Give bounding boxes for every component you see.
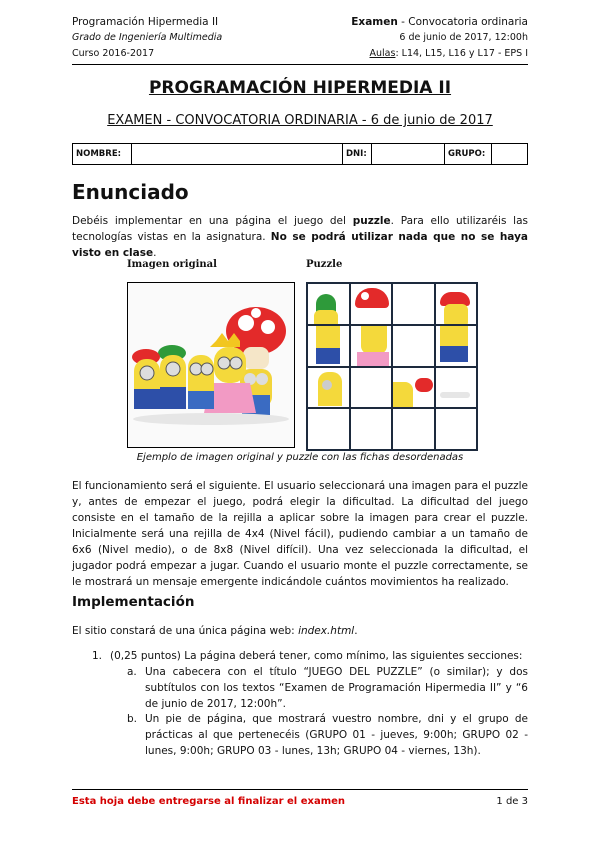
page-subtitle: EXAMEN - CONVOCATORIA ORDINARIA - 6 de junio de 2017 bbox=[107, 113, 493, 128]
name-label: NOMBRE: bbox=[73, 144, 132, 165]
puzzle-tile bbox=[393, 326, 434, 366]
implementation-intro bbox=[72, 623, 528, 639]
puzzle-tile bbox=[351, 284, 392, 324]
intro-paragraph bbox=[72, 213, 528, 261]
intro-text-2: . Para ello utilizaréis las tecnologías vistas en la asignatura. bbox=[72, 215, 529, 243]
rooms-label: Aulas bbox=[369, 48, 396, 59]
impl-intro-end: . bbox=[354, 625, 358, 637]
page-number: 1 de 3 bbox=[496, 796, 528, 807]
course-name: Programación Hipermedia II bbox=[72, 16, 219, 28]
item-1-text: (0,25 puntos) La página deberá tener, como mínimo, las siguientes secciones: bbox=[110, 650, 523, 662]
footer-divider bbox=[72, 789, 528, 790]
exam-datetime: 6 de junio de 2017, 12:00h bbox=[399, 32, 528, 43]
puzzle-tile bbox=[436, 368, 477, 408]
intro-restriction: No se podrá utilizar nada que no se haya visto en clase bbox=[72, 231, 528, 259]
figure-label-puzzle: Puzzle bbox=[306, 259, 343, 270]
dni-field[interactable] bbox=[372, 144, 445, 165]
puzzle-tile bbox=[436, 284, 477, 324]
puzzle-tile bbox=[351, 368, 392, 408]
group-field[interactable] bbox=[492, 144, 528, 165]
description-paragraph: El funcionamiento será el siguiente. El usuario seleccionará una imagen para el puzzle y, antes de empezar el juego, podrá elegir la dificultad. La dificultad del juego consiste en el tamaño de la rejilla a aplicar sobre la imagen para crear el puzzle. Inicialmente será una rejilla de 4x4 (Nivel fácil), pudiendo cambiar a un tamaño de 6x6 (Nivel medio), o de 8x8 (Nivel difícil). Una vez seleccionada la dificultad, el jugador podrá empezar a jugar. Cuando el usuario monte el puzzle correctamente, se le mostrará un mensaje emergente indicándole cuántos movimientos ha realizado. bbox=[72, 480, 528, 588]
puzzle-tile bbox=[308, 409, 349, 449]
rooms-list: : L14, L15, L16 y L17 - EPS I bbox=[395, 48, 528, 59]
header-left bbox=[72, 14, 222, 62]
puzzle-tile bbox=[351, 409, 392, 449]
impl-intro-text: El sitio constará de una única página web: bbox=[72, 625, 299, 637]
section-heading-implementacion: Implementación bbox=[72, 594, 195, 610]
figure-caption: Ejemplo de imagen original y puzzle con las fichas desordenadas bbox=[136, 452, 464, 463]
page-title: PROGRAMACIÓN HIPERMEDIA II bbox=[148, 78, 452, 98]
puzzle-tile bbox=[308, 368, 349, 408]
puzzle-tile bbox=[436, 409, 477, 449]
header-divider bbox=[72, 64, 528, 65]
puzzle-tile bbox=[393, 368, 434, 408]
figure-label-original: Imagen original bbox=[127, 259, 217, 270]
puzzle-tile bbox=[393, 409, 434, 449]
original-image bbox=[127, 282, 295, 448]
puzzle-tile bbox=[436, 326, 477, 366]
dni-label: DNI: bbox=[343, 144, 372, 165]
section-heading-enunciado: Enunciado bbox=[72, 180, 189, 204]
course-year: Curso 2016-2017 bbox=[72, 48, 155, 59]
item-b-letter: b. bbox=[127, 713, 138, 725]
puzzle-tile bbox=[308, 284, 349, 324]
item-b-text: Un pie de página, que mostrará vuestro nombre, dni y el grupo de prácticas al que pertenecéis (GRUPO 01 - jueves, 9:00h; GRUPO 02 - lunes, 9:00h; GRUPO 03 - lunes, 13h; GRUPO 04 - viernes, 13h). bbox=[145, 713, 528, 757]
puzzle-tile bbox=[308, 326, 349, 366]
item-a-text: Una cabecera con el título “JUEGO DEL PUZZLE” (o similar); y dos subtítulos con los textos “Examen de Programación Hipermedia II” y “6 de junio de 2017, 12:00h”. bbox=[145, 666, 528, 710]
puzzle-grid bbox=[306, 282, 478, 451]
puzzle-tile bbox=[351, 326, 392, 366]
exam-rooms bbox=[351, 46, 528, 62]
header-right bbox=[351, 14, 528, 62]
puzzle-tile bbox=[393, 284, 434, 324]
group-label: GRUPO: bbox=[445, 144, 492, 165]
impl-filename: index.html bbox=[298, 625, 355, 637]
degree-name: Grado de Ingeniería Multimedia bbox=[72, 32, 223, 43]
intro-text: Debéis implementar en una página el juego del bbox=[72, 215, 353, 227]
student-id-table bbox=[72, 143, 528, 165]
name-field[interactable] bbox=[132, 144, 343, 165]
item-a-letter: a. bbox=[127, 666, 137, 678]
exam-session: - Convocatoria ordinaria bbox=[397, 16, 528, 28]
exam-label: Examen bbox=[351, 16, 398, 28]
intro-end: . bbox=[153, 247, 157, 259]
exam-type bbox=[351, 14, 528, 30]
intro-puzzle: puzzle bbox=[352, 215, 391, 227]
item-1-number: 1. bbox=[92, 650, 103, 662]
footer-notice: Esta hoja debe entregarse al finalizar el examen bbox=[72, 796, 346, 807]
